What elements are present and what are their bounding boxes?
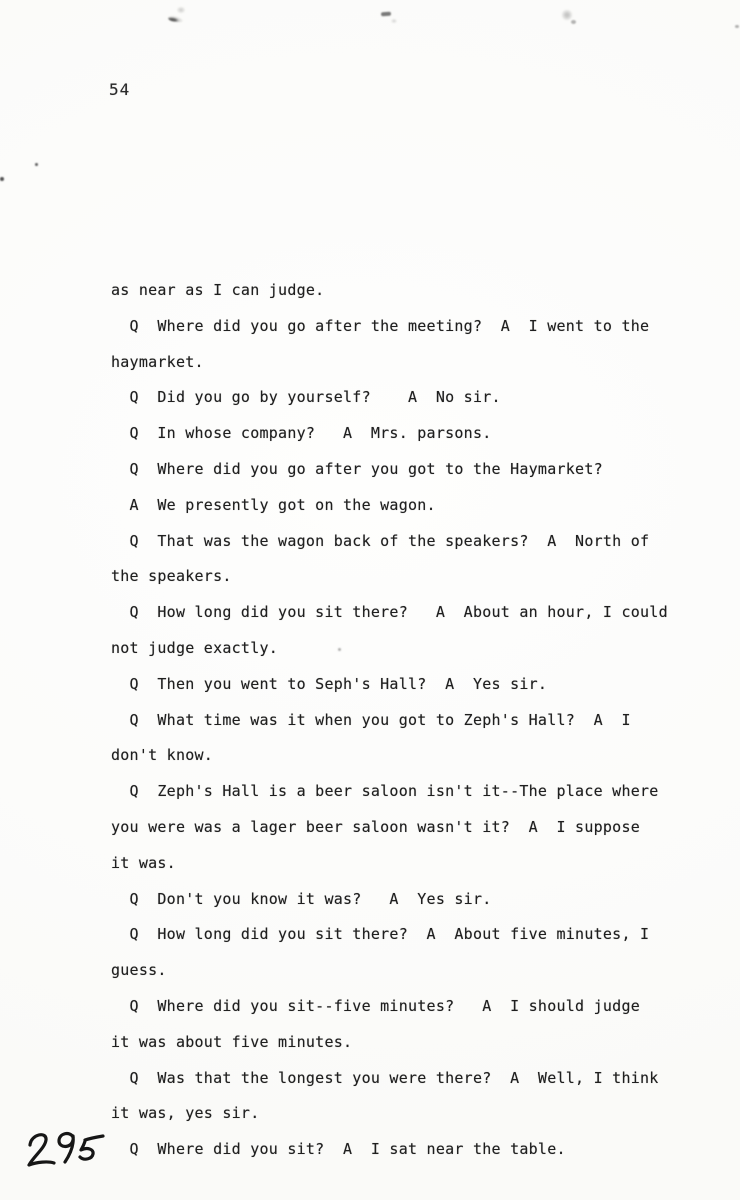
ink-speck [735, 25, 739, 28]
ink-smudge [571, 20, 576, 24]
transcript-line: Q That was the wagon back of the speakers? A North of [111, 531, 650, 550]
transcript-line: Q Where did you go after you got to the Haymarket? [111, 459, 603, 478]
transcript-line: Q How long did you sit there? A About five minutes, I [111, 925, 650, 944]
transcript-line: Q What time was it when you got to Zeph's Hall? A I [111, 710, 631, 729]
ink-speck [0, 177, 4, 181]
transcript-line: guess. [111, 961, 167, 980]
transcript-line: Q Where did you sit--five minutes? A I should judge [111, 996, 641, 1015]
transcript-line: don't know. [111, 746, 214, 765]
transcript-body [111, 273, 711, 1168]
transcript-line: Q Where did you go after the meeting? A I went to the [111, 316, 650, 335]
transcript-line: Q Then you went to Seph's Hall? A Yes sir. [111, 674, 548, 693]
transcript-line: Q Was that the longest you were there? A Well, I think [111, 1068, 659, 1087]
ink-speck [35, 163, 38, 166]
transcript-line: haymarket. [111, 352, 204, 371]
ink-smudge [168, 15, 185, 23]
transcript-line: as near as I can judge. [111, 281, 325, 299]
transcript-line: it was, yes sir. [111, 1104, 260, 1123]
transcript-line: Q Don't you know it was? A Yes sir. [111, 889, 492, 908]
page-number: 54 [109, 80, 131, 99]
transcript-line: Q In whose company? A Mrs. parsons. [111, 424, 492, 443]
transcript-line: it was about five minutes. [111, 1032, 353, 1051]
transcript-line: you were was a lager beer saloon wasn't it? A I suppose [111, 817, 641, 836]
ink-smudge [390, 18, 398, 24]
transcript-line: A We presently got on the wagon. [111, 495, 436, 514]
transcript-line: Q Zeph's Hall is a beer saloon isn't it--The place where [111, 782, 659, 801]
ink-smudge [176, 6, 186, 14]
transcript-line: the speakers. [111, 567, 232, 586]
transcript-line: Q Where did you sit? A I sat near the table. [111, 1140, 566, 1159]
transcript-line: Q Did you go by yourself? A No sir. [111, 388, 501, 407]
transcript-line: Q How long did you sit there? A About an hour, I could [111, 603, 668, 622]
transcript-line: it was. [111, 853, 176, 872]
handwritten-margin-number [20, 1128, 112, 1176]
transcript-line: not judge exactly. [111, 638, 279, 657]
ink-smudge [381, 12, 391, 17]
